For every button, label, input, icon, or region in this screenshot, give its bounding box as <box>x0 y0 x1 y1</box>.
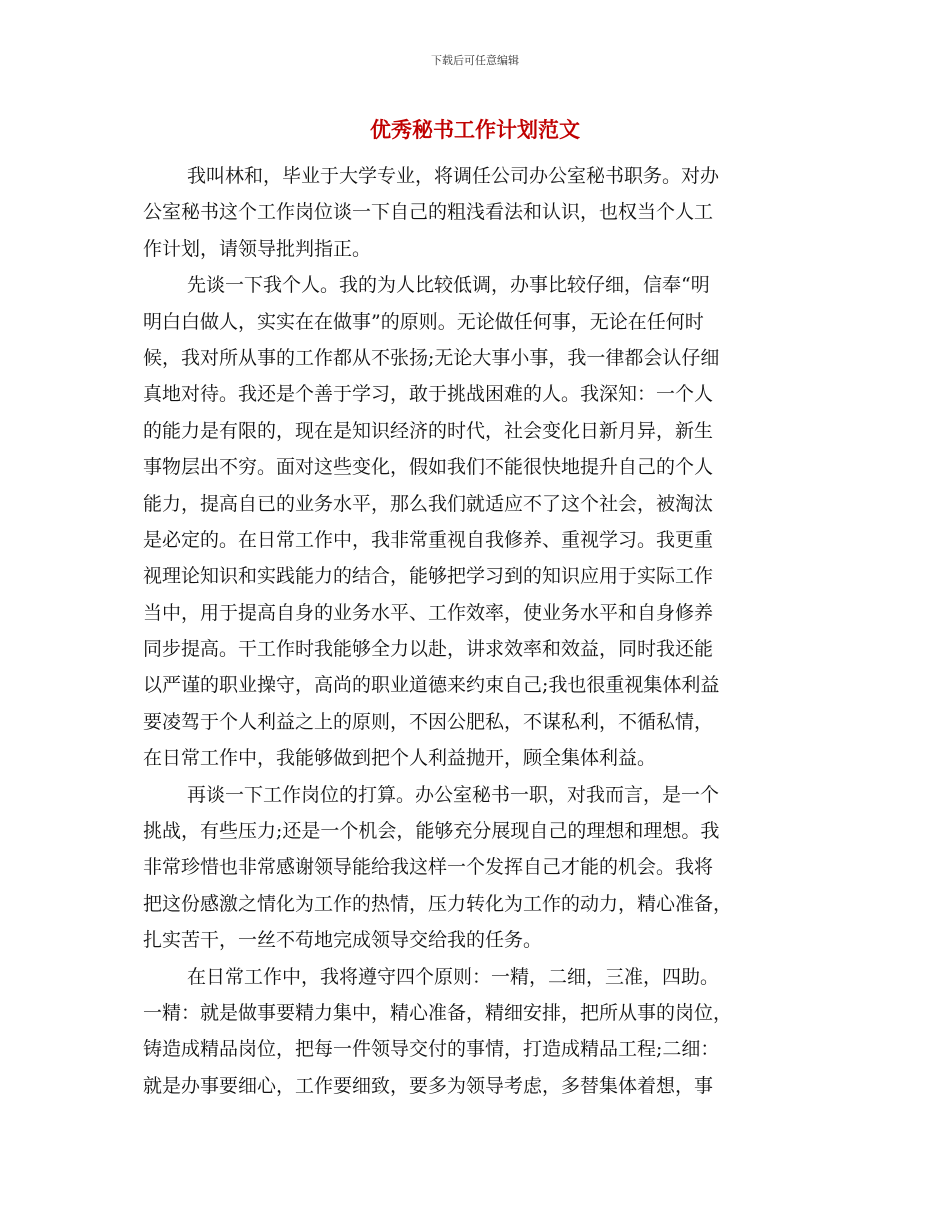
page-header: 下载后可任意编辑 <box>431 54 519 67</box>
paragraph-first-line: 我叫林和，毕业于大学专业，将调任公司办公室秘书职务。对办 <box>187 165 720 187</box>
paragraph-line: 把这份感激之情化为工作的热情，压力转化为工作的动力，精心准备， <box>143 892 733 915</box>
paragraph-line: 当中，用于提高自身的业务水平、工作效率，使业务水平和自身修养 <box>143 601 714 624</box>
paragraph-line: 视理论知识和实践能力的结合，能够把学习到的知识应用于实际工作 <box>143 565 714 588</box>
paragraph-line: 扎实苦干，一丝不苟地完成领导交给我的任务。 <box>143 929 543 952</box>
document-body <box>143 158 813 1104</box>
paragraph-line: 就是办事要细心，工作要细致，要多为领导考虑，多替集体着想，事 <box>143 1074 714 1097</box>
paragraph-line: 一精：就是做事要精力集中，精心准备，精细安排，把所从事的岗位， <box>143 1001 733 1024</box>
paragraph-first-line: 先谈一下我个人。我的为人比较低调，办事比较仔细，信奉“明 <box>187 274 710 297</box>
paragraph-line: 是必定的。在日常工作中，我非常重视自我修养、重视学习。我更重 <box>143 528 714 551</box>
paragraph-line: 同步提高。干工作时我能够全力以赴，讲求效率和效益，同时我还能 <box>143 638 714 661</box>
paragraph-line: 事物层出不穷。面对这些变化，假如我们不能很快地提升自己的个人 <box>143 456 714 479</box>
paragraph-line: 非常珍惜也非常感谢领导能给我这样一个发挥自己才能的机会。我将 <box>143 856 714 879</box>
paragraph-line: 能力，提高自已的业务水平，那么我们就适应不了这个社会，被淘汰 <box>143 492 714 515</box>
paragraph-line: 的能力是有限的，现在是知识经济的时代，社会变化日新月异，新生 <box>143 419 714 442</box>
paragraph-line: 铸造成精品岗位，把每一件领导交付的事情，打造成精品工程;二细： <box>143 1038 720 1061</box>
document-title: 优秀秘书工作计划范文 <box>370 118 580 142</box>
paragraph-line: 候，我对所从事的工作都从不张扬;无论大事小事，我一律都会认仔细 <box>143 346 720 369</box>
paragraph-line: 公室秘书这个工作岗位谈一下自己的粗浅看法和认识，也权当个人工 <box>143 201 714 224</box>
paragraph-line: 真地对待。我还是个善于学习，敢于挑战困难的人。我深知：一个人 <box>143 383 714 406</box>
paragraph-line: 明白白做人，实实在在做事”的原则。无论做任何事，无论在任何时 <box>143 310 704 333</box>
paragraph-line: 作计划，请领导批判指正。 <box>143 237 372 260</box>
paragraph-line: 要凌驾于个人利益之上的原则，不因公肥私，不谋私利，不循私情， <box>143 710 714 733</box>
paragraph-first-line: 再谈一下工作岗位的打算。办公室秘书一职，对我而言，是一个 <box>187 783 720 806</box>
paragraph-line: 在日常工作中，我能够做到把个人利益抛开，顾全集体利益。 <box>143 747 657 770</box>
paragraph-line: 以严谨的职业操守，高尚的职业道德来约束自己;我也很重视集体利益 <box>143 674 720 697</box>
paragraph-line: 挑战，有些压力;还是一个机会，能够充分展现自己的理想和理想。我 <box>143 820 720 843</box>
paragraph-first-line: 在日常工作中，我将遵守四个原则：一精，二细，三准，四助。 <box>187 965 720 988</box>
